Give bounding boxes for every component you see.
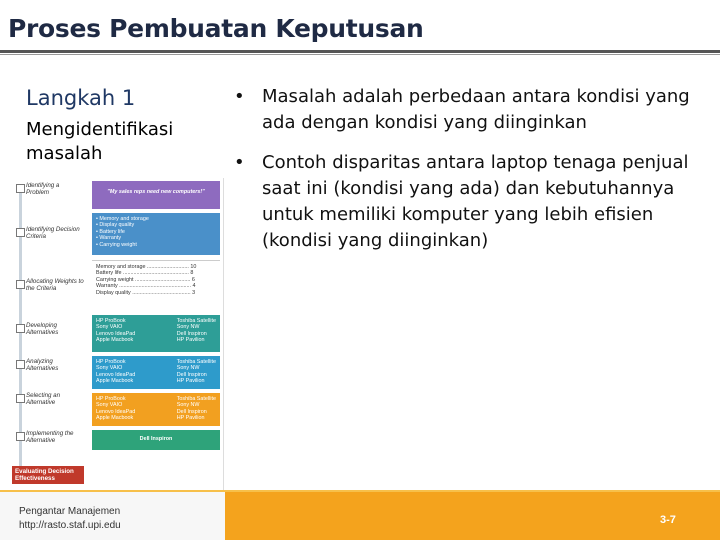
criteria-item: • Display quality xyxy=(96,222,135,229)
footer-accent-bar xyxy=(225,492,720,540)
weight-row: Carrying weight ..................................... 6 xyxy=(96,276,195,283)
title-divider-thin xyxy=(0,54,720,55)
process-step: Identifying a Problem xyxy=(26,182,60,196)
alternative-item: Toshiba Satellite xyxy=(176,396,216,402)
process-step: Selecting an Alternative xyxy=(26,392,61,406)
selection-box xyxy=(92,393,220,426)
alternative-item: Lenovo IdeaPad xyxy=(96,408,136,415)
alternative-item: HP Pavilion xyxy=(176,415,205,422)
step-marker-icon xyxy=(16,432,25,441)
alternative-item: Dell Inspiron xyxy=(176,371,207,378)
process-steps-column xyxy=(8,178,84,490)
bullet-icon: • xyxy=(234,152,245,173)
page-number: 3-7 xyxy=(660,514,676,526)
bullet-list xyxy=(234,84,704,268)
step-marker-icon xyxy=(16,184,25,193)
criteria-item: • Carrying weight xyxy=(96,241,137,248)
analysis-box xyxy=(92,356,220,389)
bullet-item xyxy=(234,84,704,136)
process-step: Developing Alternatives xyxy=(26,322,59,336)
alternative-item: Dell Inspiron xyxy=(176,330,207,337)
step-description: Mengidentifikasi masalah xyxy=(26,119,174,164)
bullet-text: Contoh disparitas antara laptop tenaga penjual saat ini (kondisi yang ada) dan kebutuhannya untuk memiliki komputer yang lebih efisien (kondisi yang diinginkan) xyxy=(262,152,689,251)
weight-row: Display quality ....................................... 3 xyxy=(96,289,196,296)
alternative-item: Toshiba Satellite xyxy=(176,318,216,324)
implementation-box: Dell Inspiron xyxy=(92,430,220,450)
alternative-item: Sony NW xyxy=(176,402,200,409)
step-marker-icon xyxy=(16,394,25,403)
process-step: Allocating Weights to the Criteria xyxy=(26,278,84,292)
step-marker-icon xyxy=(16,360,25,369)
bullet-item xyxy=(234,150,704,254)
bullet-icon: • xyxy=(234,86,245,107)
bullet-text: Masalah adalah perbedaan antara kondisi yang ada dengan kondisi yang diinginkan xyxy=(262,86,690,133)
alternative-item: HP ProBook xyxy=(96,396,126,402)
alternative-item: Apple Macbook xyxy=(96,337,134,344)
alternative-item: Sony VAIO xyxy=(96,402,123,409)
step-label: Langkah 1 xyxy=(26,86,136,110)
title-divider xyxy=(0,50,720,53)
weight-row: Memory and storage ............................ 10 xyxy=(96,264,197,270)
alternative-item: Sony VAIO xyxy=(96,324,123,331)
step-marker-icon xyxy=(16,228,25,237)
process-step: Identifying Decision Criteria xyxy=(26,226,80,240)
alternative-item: Sony NW xyxy=(176,324,200,331)
footer-credit xyxy=(19,505,121,533)
footer-url[interactable]: http://rasto.staf.upi.edu xyxy=(19,520,121,531)
criteria-item: • Warranty xyxy=(96,235,122,242)
alternative-item: Sony VAIO xyxy=(96,365,123,372)
step-marker-icon xyxy=(16,280,25,289)
alternative-item: Apple Macbook xyxy=(96,415,134,422)
alternative-item: Lenovo IdeaPad xyxy=(96,371,136,378)
weight-row: Warranty ................................................ 4 xyxy=(96,283,196,290)
criteria-item: • Memory and storage xyxy=(96,216,149,222)
alternatives-box xyxy=(92,315,220,352)
alternative-item: Apple Macbook xyxy=(96,378,134,385)
alternative-item: HP Pavilion xyxy=(176,337,205,344)
weight-row: Battery life ............................................ 8 xyxy=(96,270,194,277)
alternative-item: Toshiba Satellite xyxy=(176,359,216,365)
alternative-item: Lenovo IdeaPad xyxy=(96,330,136,337)
decision-process-figure xyxy=(8,178,224,490)
alternative-item: HP ProBook xyxy=(96,318,126,324)
criteria-item: • Battery life xyxy=(96,228,125,235)
process-step: Implementing the Alternative xyxy=(26,430,74,444)
alternative-item: HP ProBook xyxy=(96,359,126,365)
process-step-final: Evaluating Decision Effectiveness xyxy=(12,466,84,484)
alternative-item: HP Pavilion xyxy=(176,378,205,385)
slide-title: Proses Pembuatan Keputusan xyxy=(8,14,424,43)
footer-course: Pengantar Manajemen xyxy=(19,506,121,517)
problem-box: "My sales reps need new computers!" xyxy=(92,181,220,209)
criteria-box xyxy=(92,213,220,255)
process-step: Analyzing Alternatives xyxy=(26,358,59,372)
step-marker-icon xyxy=(16,324,25,333)
alternative-item: Sony NW xyxy=(176,365,200,372)
weights-box xyxy=(92,260,220,310)
alternative-item: Dell Inspiron xyxy=(176,408,207,415)
